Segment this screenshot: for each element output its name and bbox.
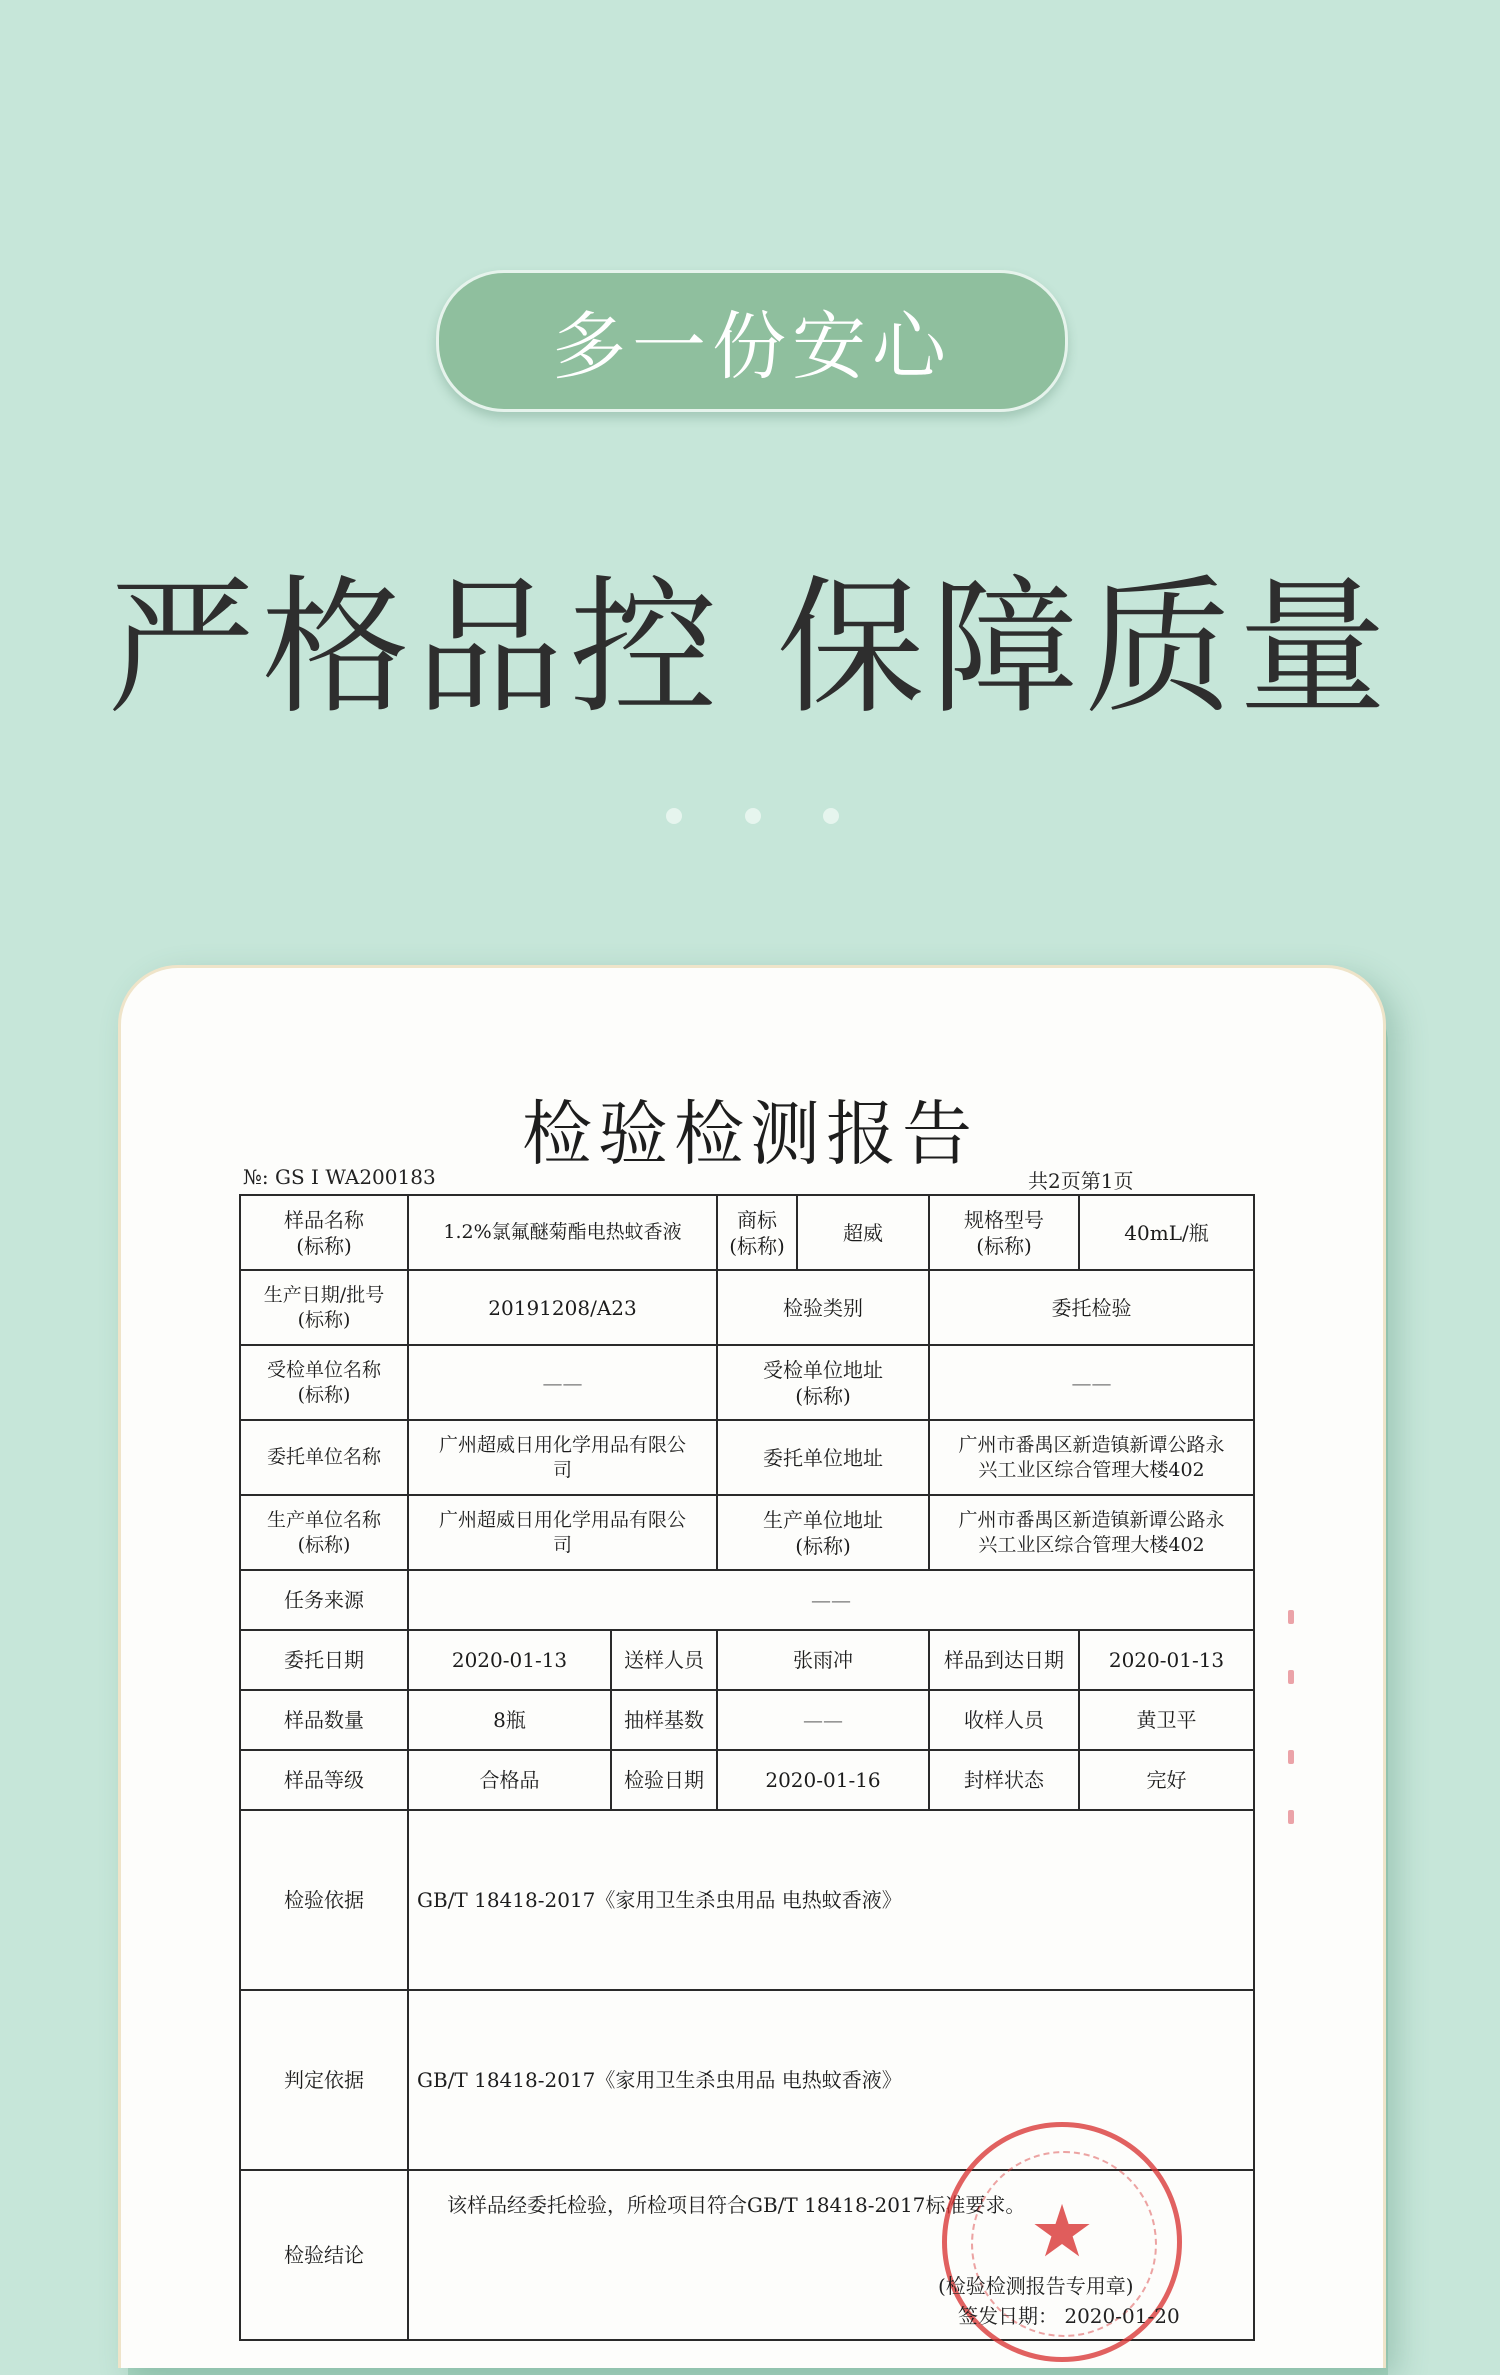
cell-task-source: —— xyxy=(408,1570,1254,1630)
cell-judge: GB/T 18418-2017《家用卫生杀虫用品 电热蚊香液》 xyxy=(408,1990,1254,2170)
cell-label: 样品到达日期 xyxy=(929,1630,1079,1690)
headline: 严格品控 保障质量 xyxy=(107,562,1393,734)
cell-maker-addr: 广州市番禺区新造镇新谭公路永 兴工业区综合管理大楼402 xyxy=(929,1495,1254,1570)
cell-inspected-addr: —— xyxy=(929,1345,1254,1420)
cell-basis: GB/T 18418-2017《家用卫生杀虫用品 电热蚊香液》 xyxy=(408,1810,1254,1990)
cell-inspect-type: 委托检验 xyxy=(929,1270,1254,1345)
cell-base: —— xyxy=(717,1690,929,1750)
cell-label: 受检单位地址 (标称) xyxy=(717,1345,929,1420)
cell-label: 生产单位名称 (标称) xyxy=(240,1495,408,1570)
cell-label: 样品等级 xyxy=(240,1750,408,1810)
cell-label: 任务来源 xyxy=(240,1570,408,1630)
cell-label: 受检单位名称 (标称) xyxy=(240,1345,408,1420)
cell-label: 抽样基数 xyxy=(611,1690,717,1750)
cell-sender: 张雨冲 xyxy=(717,1630,929,1690)
issue-date: 签发日期： 2020-01-20 xyxy=(958,2304,1180,2328)
cell-label: 生产日期/批号 (标称) xyxy=(240,1270,408,1345)
cell-arrival-date: 2020-01-13 xyxy=(1079,1630,1254,1690)
cell-label: 样品数量 xyxy=(240,1690,408,1750)
cell-label: 检验日期 xyxy=(611,1750,717,1810)
cell-receiver: 黄卫平 xyxy=(1079,1690,1254,1750)
cell-spec: 40mL/瓶 xyxy=(1079,1195,1254,1270)
cell-label: 委托单位名称 xyxy=(240,1420,408,1495)
dot-2 xyxy=(745,808,761,824)
cell-label: 规格型号 (标称) xyxy=(929,1195,1079,1270)
cell-brand: 超威 xyxy=(797,1195,929,1270)
dot-1 xyxy=(666,808,682,824)
tagline-text: 多一份安心 xyxy=(552,304,952,390)
cell-qty: 8瓶 xyxy=(408,1690,611,1750)
cell-label: 送样人员 xyxy=(611,1630,717,1690)
cell-label: 样品名称 (标称) xyxy=(240,1195,408,1270)
cell-client: 广州超威日用化学用品有限公 司 xyxy=(408,1420,717,1495)
report-page-info: 共2页第1页 xyxy=(1028,1169,1134,1193)
seal-caption: (检验检测报告专用章) xyxy=(938,2274,1134,2298)
cell-seal: 完好 xyxy=(1079,1750,1254,1810)
cell-label: 收样人员 xyxy=(929,1690,1079,1750)
conclusion-text: 该样品经委托检验，所检项目符合GB/T 18418-2017标准要求。 xyxy=(447,2193,1026,2217)
cell-prod-date: 20191208/A23 xyxy=(408,1270,717,1345)
cell-label: 检验类别 xyxy=(717,1270,929,1345)
report-title: 检验检测报告 xyxy=(522,1093,978,1175)
cell-label: 检验依据 xyxy=(240,1810,408,1990)
report-number: №: GS I WA200183 xyxy=(243,1165,436,1189)
page-edge-marks xyxy=(1288,1610,1296,1830)
cell-label: 生产单位地址 (标称) xyxy=(717,1495,929,1570)
cell-label: 委托日期 xyxy=(240,1630,408,1690)
seal-star-icon: ★ xyxy=(1029,2189,1095,2273)
cell-label: 判定依据 xyxy=(240,1990,408,2170)
page-dots xyxy=(0,808,1500,828)
dot-3 xyxy=(823,808,839,824)
cell-sample-name: 1.2%氯氟醚菊酯电热蚊香液 xyxy=(408,1195,717,1270)
tagline-pill xyxy=(436,270,1068,412)
cell-maker: 广州超威日用化学用品有限公 司 xyxy=(408,1495,717,1570)
cell-label: 封样状态 xyxy=(929,1750,1079,1810)
cell-label: 检验结论 xyxy=(240,2170,408,2340)
cell-inspected-unit: —— xyxy=(408,1345,717,1420)
cell-label: 委托单位地址 xyxy=(717,1420,929,1495)
cell-grade: 合格品 xyxy=(408,1750,611,1810)
cell-client-addr: 广州市番禺区新造镇新谭公路永 兴工业区综合管理大楼402 xyxy=(929,1420,1254,1495)
cell-entrust-date: 2020-01-13 xyxy=(408,1630,611,1690)
cell-label: 商标 (标称) xyxy=(717,1195,797,1270)
cell-test-date: 2020-01-16 xyxy=(717,1750,929,1810)
